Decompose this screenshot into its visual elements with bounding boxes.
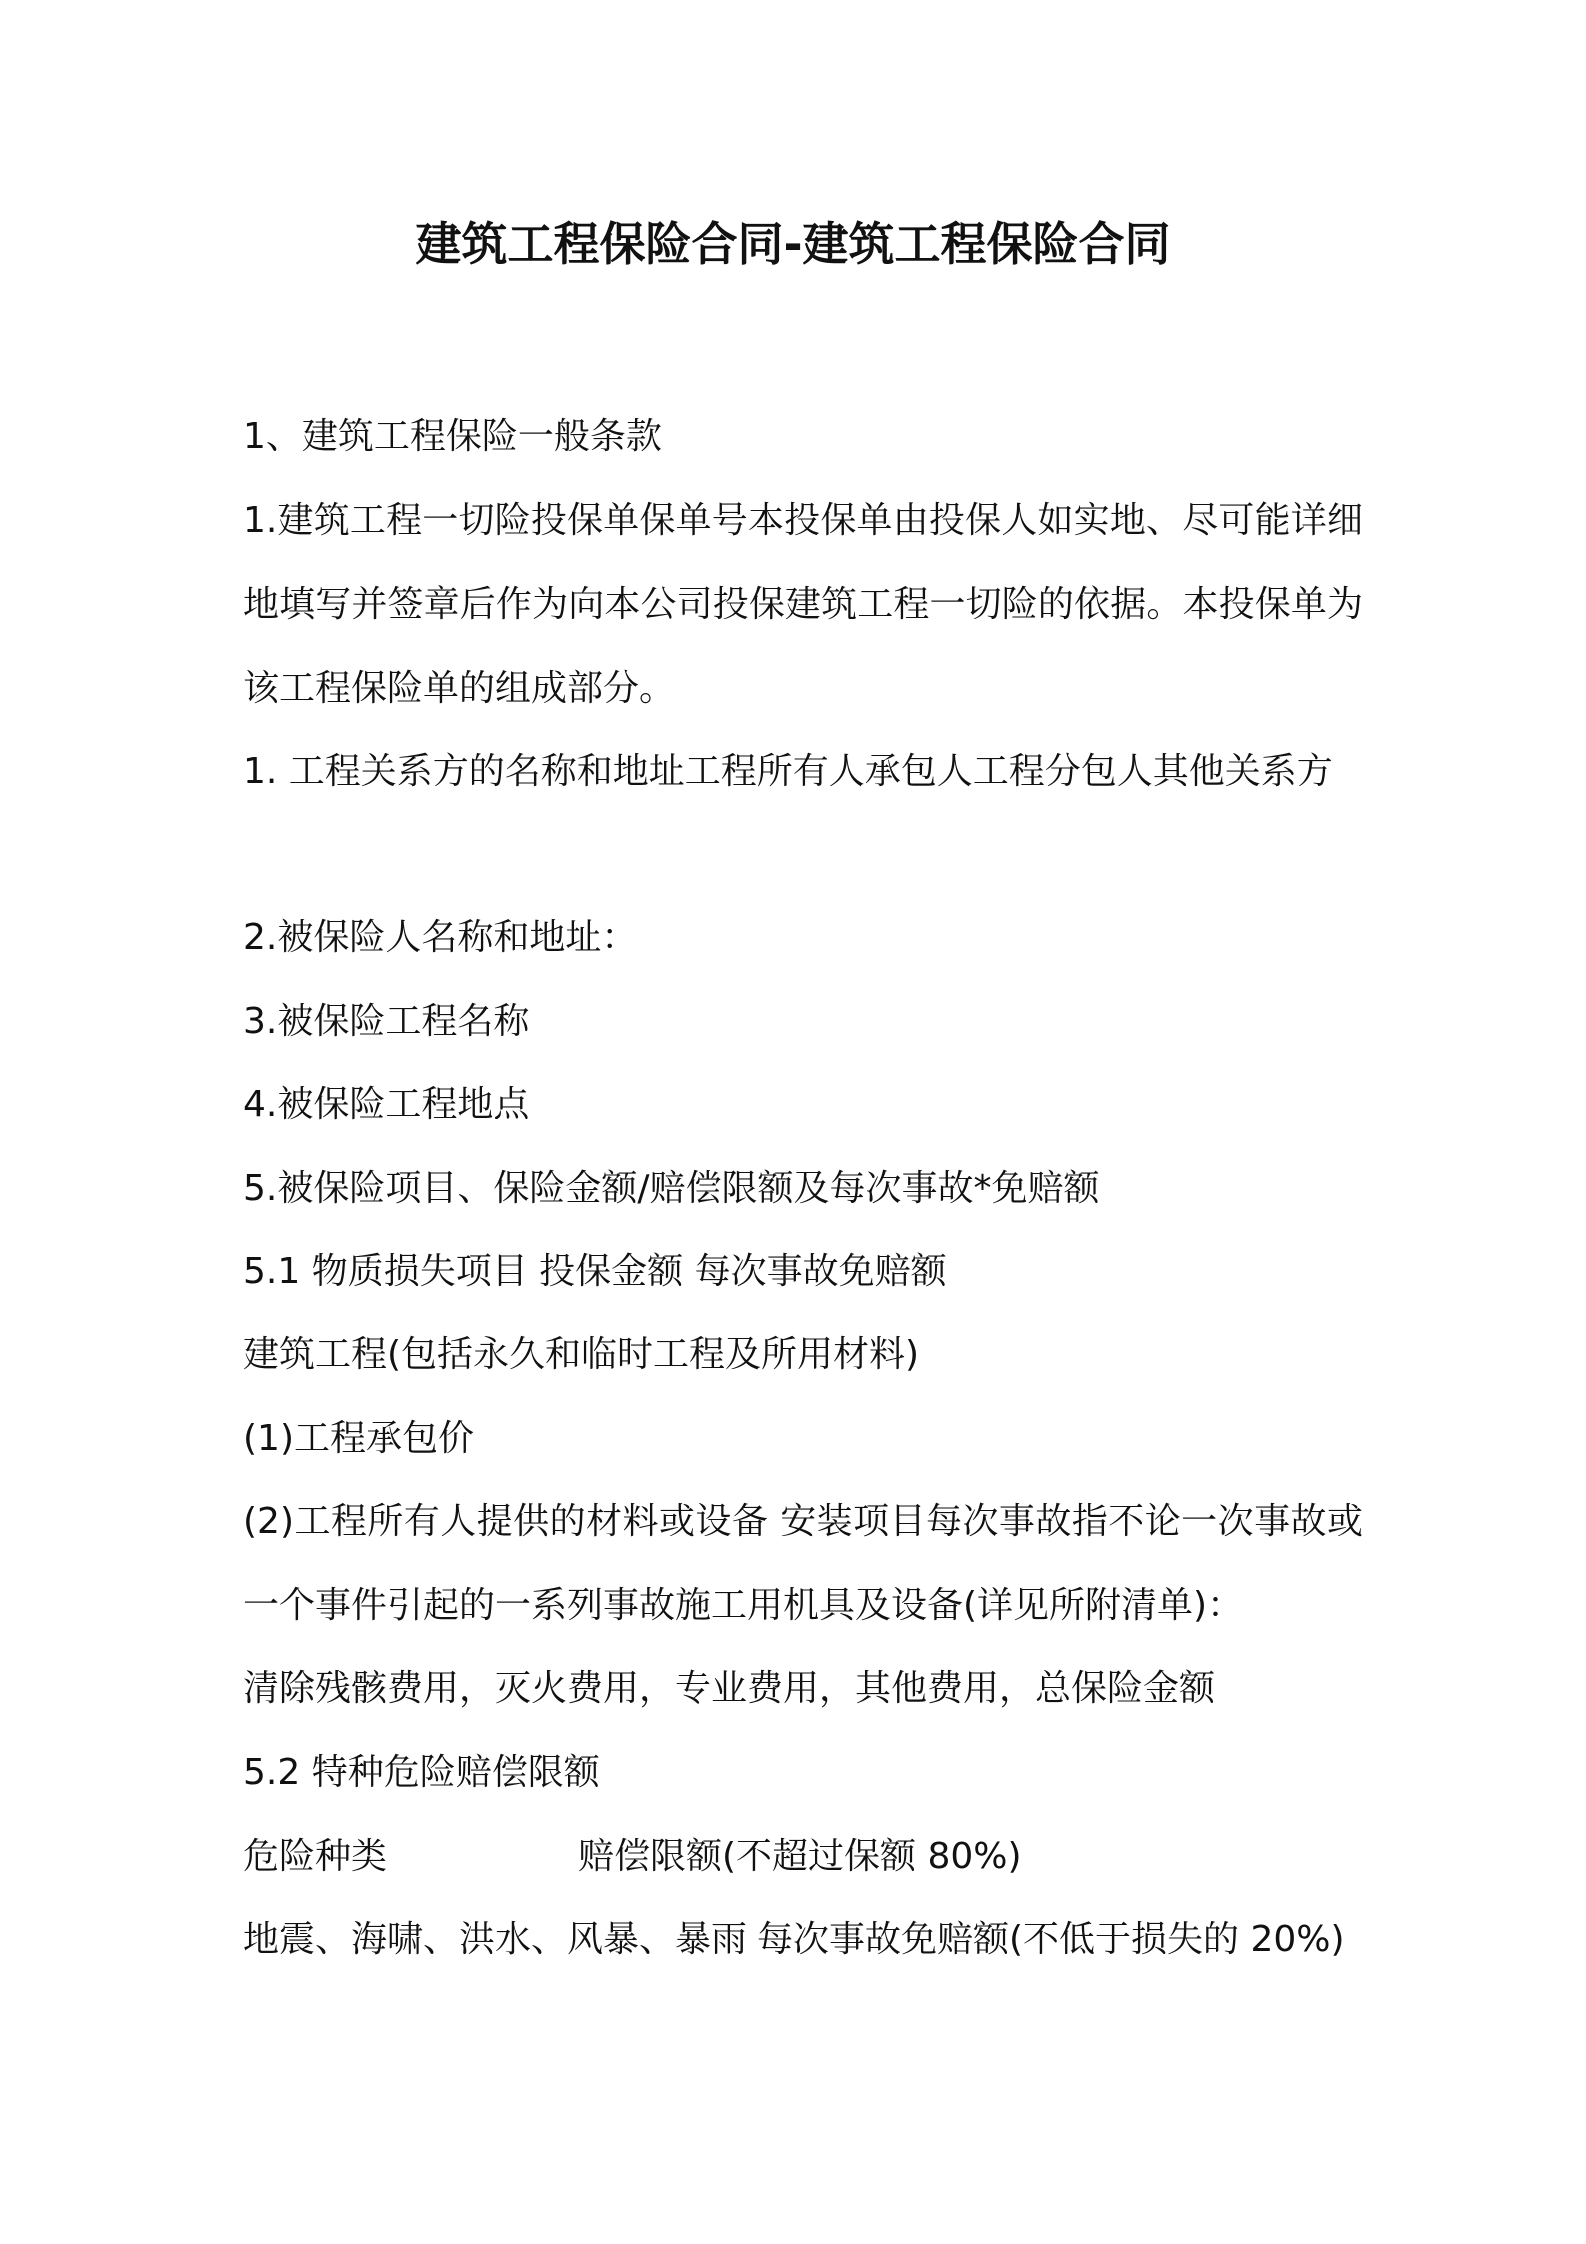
item-material-damage: 5.1 物质损失项目 投保金额 每次事故免赔额 <box>243 1251 947 1292</box>
item-construction-works: 建筑工程(包括永久和临时工程及所用材料) <box>243 1334 920 1375</box>
risk-limit-label: 赔偿限额(不超过保额 80%) <box>578 1836 1022 1877</box>
section-heading: 1、建筑工程保险一般条款 <box>243 416 662 457</box>
risk-table-row-header <box>243 1815 387 1899</box>
paragraph-application-form: 1.建筑工程一切险投保单保单号本投保单由投保人如实地、尽可能详细地填写并签章后作为向本公司投保建筑工程一切险的依据。本投保单为该工程保险单的组成部分。 <box>243 500 1363 709</box>
item-other-costs: 清除残骸费用，灭火费用，专业费用，其他费用，总保险金额 <box>243 1668 1216 1709</box>
item-project-name: 3.被保险工程名称 <box>243 1001 530 1042</box>
natural-risks-text: 地震、海啸、洪水、风暴、暴雨 <box>243 1919 748 1960</box>
deductible-text: 每次事故免赔额(不低于损失的 20%) <box>757 1919 1345 1960</box>
item-insured-name: 2.被保险人名称和地址： <box>243 917 638 958</box>
item-insured-items: 5.被保险项目、保险金额/赔偿限额及每次事故*免赔额 <box>243 1168 1100 1209</box>
risk-table-row-natural <box>243 1898 747 1982</box>
item-contract-price: (1)工程承包价 <box>243 1418 474 1459</box>
item-special-risks: 5.2 特种危险赔偿限额 <box>243 1752 600 1793</box>
document-title: 建筑工程保险合同-建筑工程保险合同 <box>415 217 1171 271</box>
item-project-location: 4.被保险工程地点 <box>243 1084 530 1125</box>
risk-type-label: 危险种类 <box>243 1836 388 1877</box>
paragraph-owner-materials: (2)工程所有人提供的材料或设备 安装项目每次事故指不论一次事故或一个事件引起的一系列事故施工用机具及设备(详见所附清单)： <box>243 1501 1363 1626</box>
paragraph-parties: 1. 工程关系方的名称和地址工程所有人承包人工程分包人其他关系方 <box>243 751 1333 792</box>
